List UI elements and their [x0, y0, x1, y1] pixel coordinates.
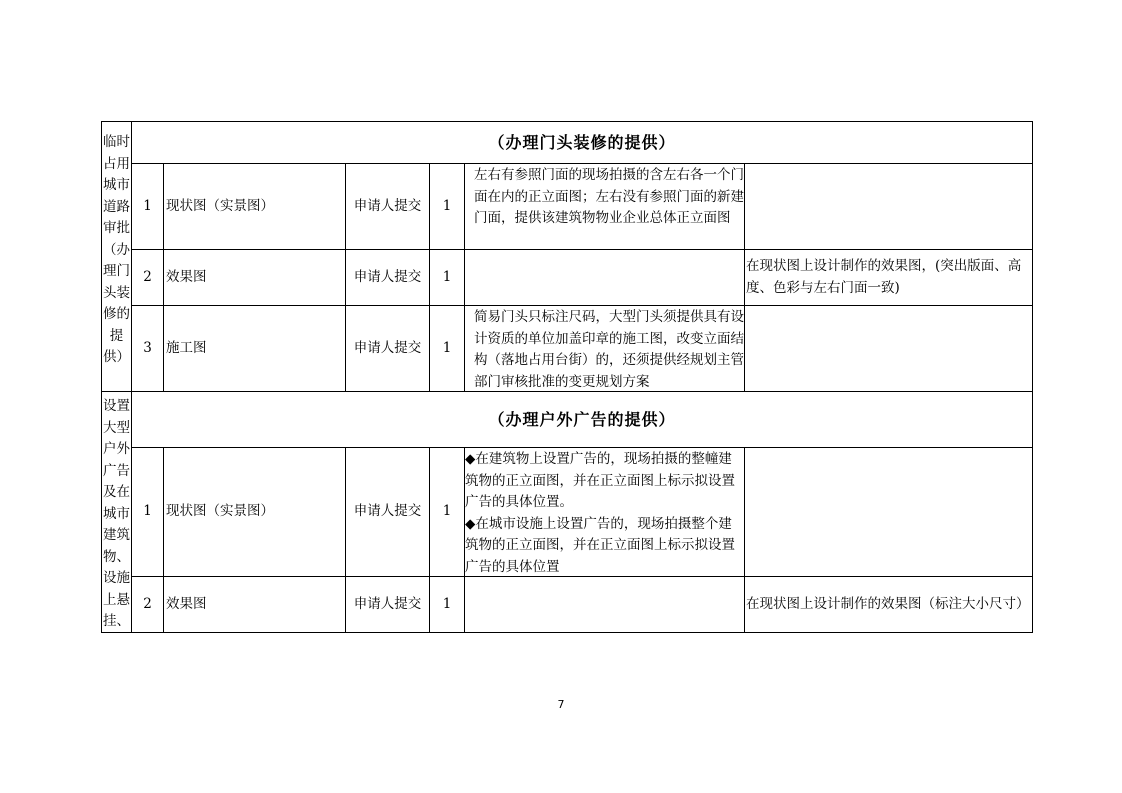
copies: 1 [442, 268, 452, 285]
page-number: 7 [557, 698, 565, 711]
column-divider [163, 447, 164, 633]
material-source: 申请人提交 [353, 595, 422, 612]
material-name: 现状图（实景图） [166, 503, 274, 520]
table-border-right [1032, 121, 1033, 633]
material-name: 施工图 [166, 339, 207, 356]
category-cell: 临时占用城市道路审批（办理门头装修的提供） [103, 134, 130, 365]
requirement-text: 简易门头只标注尺码，大型门头须提供具有设计资质的单位加盖印章的施工图，改变立面结构（落地占用台街）的，还须提供经规划主管部门审核批准的变更规划方案 [474, 309, 744, 390]
material-name: 效果图 [166, 268, 207, 285]
row-number: 2 [143, 268, 152, 285]
remark-text: 在现状图上设计制作的效果图，(突出版面、高度、色彩与左右门面一致) [746, 258, 1022, 296]
requirement-text [474, 250, 744, 305]
requirement-text [465, 577, 744, 632]
copies: 1 [442, 197, 452, 214]
material-source: 申请人提交 [353, 268, 422, 285]
requirement-bullet: ◆在建筑物上设置广告的，现场拍摄的整幢建筑物的正立面图，并在正立面图上标示拟设置广告的具体位置。 [465, 451, 735, 510]
requirement-text: 左右有参照门面的现场拍摄的含左右各一个门面在内的正立面图；左右没有参照门面的新建门面，提供该建筑物物业企业总体正立面图 [474, 167, 744, 226]
table-border-bottom [101, 632, 1033, 633]
remark-text: 在现状图上设计制作的效果图（标注大小尺寸） [746, 595, 1030, 612]
material-source: 申请人提交 [353, 197, 422, 214]
requirement-text [465, 448, 744, 576]
row-number: 3 [143, 339, 152, 356]
material-source: 申请人提交 [353, 339, 422, 356]
remark-text [745, 448, 1032, 576]
copies: 1 [442, 595, 452, 612]
section-heading: （办理门头装修的提供） [488, 132, 676, 152]
remark-text [745, 164, 1032, 249]
row-number: 2 [143, 595, 152, 612]
material-source: 申请人提交 [353, 503, 422, 520]
material-name: 现状图（实景图） [166, 197, 274, 214]
remark-text [745, 306, 1032, 391]
column-divider [163, 163, 164, 391]
column-divider [464, 163, 465, 391]
table-border-left [101, 121, 102, 633]
material-name: 效果图 [166, 595, 207, 612]
requirement-bullet: ◆在城市设施上设置广告的，现场拍摄整个建筑物的正立面图，并在正立面图上标示拟设置广告的具体位置 [465, 515, 735, 575]
category-cell: 设置大型户外广告及在城市建筑物、设施上悬挂、 [103, 398, 130, 629]
section-heading: （办理户外广告的提供） [488, 409, 676, 429]
row-number: 1 [143, 197, 152, 214]
copies: 1 [442, 503, 452, 520]
row-number: 1 [143, 503, 152, 520]
copies: 1 [442, 339, 452, 356]
